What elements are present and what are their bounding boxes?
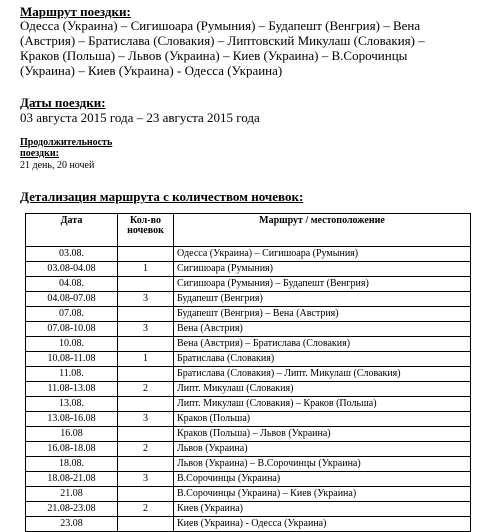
cell-date: 07.08. [26,307,118,322]
duration-heading [20,137,112,159]
cell-date: 18.08-21.08 [26,472,118,487]
cell-date: 13.08. [26,397,118,412]
itinerary-body [26,247,471,532]
cell-date: 11.08. [26,367,118,382]
table-header-row [26,214,471,247]
route-line: Одесса (Украина) – Сигишоара (Румыния) – Будапешт (Венгрия) – Вена [20,18,421,33]
cell-date: 03.08-04.08 [26,262,118,277]
header-nights-line: Кол-во [130,215,161,226]
table-row [26,352,471,367]
dates-value: 03 августа 2015 года – 23 августа 2015 года [20,110,260,125]
cell-nights: 3 [118,472,174,487]
cell-nights [118,517,174,532]
cell-route: Сигишоара (Румыния) [174,262,471,277]
header-date: Дата [26,214,118,247]
duration-heading-line: поездки: [20,148,59,159]
dates-heading: Даты поездки: [20,95,106,110]
duration-heading-line: Продолжительность [20,137,113,148]
route-description [20,18,425,78]
table-row [26,487,471,502]
header-route: Маршрут / местоположение [174,214,471,247]
itinerary-table [25,213,471,532]
table-row [26,412,471,427]
cell-route: Краков (Польша) – Львов (Украина) [174,427,471,442]
cell-date: 04.08-07.08 [26,292,118,307]
cell-nights: 3 [118,292,174,307]
table-row [26,337,471,352]
cell-nights: 1 [118,352,174,367]
cell-nights [118,487,174,502]
cell-date: 23.08 [26,517,118,532]
cell-nights: 1 [118,262,174,277]
cell-route: В.Сорочинцы (Украина) [174,472,471,487]
cell-route: Львов (Украина) [174,442,471,457]
cell-nights [118,397,174,412]
table-row [26,397,471,412]
cell-date: 04.08. [26,277,118,292]
cell-date: 13.08-16.08 [26,412,118,427]
route-heading: Маршрут поездки: [20,4,131,19]
cell-nights: 3 [118,412,174,427]
table-row [26,457,471,472]
cell-route: В.Сорочинцы (Украина) – Киев (Украина) [174,487,471,502]
cell-nights [118,457,174,472]
cell-nights: 2 [118,442,174,457]
cell-route: Львов (Украина) – В.Сорочинцы (Украина) [174,457,471,472]
cell-nights [118,247,174,262]
cell-nights [118,367,174,382]
table-row [26,472,471,487]
table-row [26,367,471,382]
cell-route: Вена (Австрия) [174,322,471,337]
cell-nights [118,337,174,352]
cell-route: Киев (Украина) [174,502,471,517]
cell-date: 18.08. [26,457,118,472]
cell-route: Одесса (Украина) – Сигишоара (Румыния) [174,247,471,262]
route-line: Краков (Польша) – Львов (Украина) – Киев (Украина) – В.Сорочинцы [20,48,408,63]
header-nights-line: ночевок [127,225,164,236]
cell-nights [118,307,174,322]
route-line: (Украина) – Киев (Украина) - Одесса (Украина) [20,63,283,78]
table-row [26,502,471,517]
cell-route: Сигишоара (Румыния) – Будапешт (Венгрия) [174,277,471,292]
cell-nights: 3 [118,322,174,337]
cell-route: Липт. Микулаш (Словакия) [174,382,471,397]
cell-route: Вена (Австрия) – Братислава (Словакия) [174,337,471,352]
cell-route: Будапешт (Венгрия) [174,292,471,307]
cell-nights: 2 [118,502,174,517]
table-row [26,262,471,277]
header-nights [118,214,174,247]
cell-date: 21.08-23.08 [26,502,118,517]
table-row [26,247,471,262]
table-row [26,382,471,397]
cell-date: 10.08. [26,337,118,352]
cell-date: 11.08-13.08 [26,382,118,397]
cell-date: 07.08-10.08 [26,322,118,337]
table-row [26,427,471,442]
cell-nights: 2 [118,382,174,397]
details-heading: Детализация маршрута с количеством ночевок: [20,189,304,204]
cell-nights [118,277,174,292]
cell-route: Братислава (Словакия) – Липт. Микулаш (Словакия) [174,367,471,382]
table-row [26,322,471,337]
table-row [26,517,471,532]
cell-route: Краков (Польша) [174,412,471,427]
cell-nights [118,427,174,442]
cell-route: Братислава (Словакия) [174,352,471,367]
route-line: (Австрия) – Братислава (Словакия) – Липтовский Микулаш (Словакия) – [20,33,425,48]
table-row [26,307,471,322]
cell-date: 16.08 [26,427,118,442]
cell-route: Киев (Украина) - Одесса (Украина) [174,517,471,532]
cell-date: 16.08-18.08 [26,442,118,457]
cell-date: 03.08. [26,247,118,262]
cell-route: Липт. Микулаш (Словакия) – Краков (Польша) [174,397,471,412]
cell-date: 10.08-11.08 [26,352,118,367]
duration-value: 21 день, 20 ночей [20,160,95,171]
cell-date: 21.08 [26,487,118,502]
table-row [26,277,471,292]
table-row [26,292,471,307]
cell-route: Будапешт (Венгрия) – Вена (Австрия) [174,307,471,322]
table-row [26,442,471,457]
